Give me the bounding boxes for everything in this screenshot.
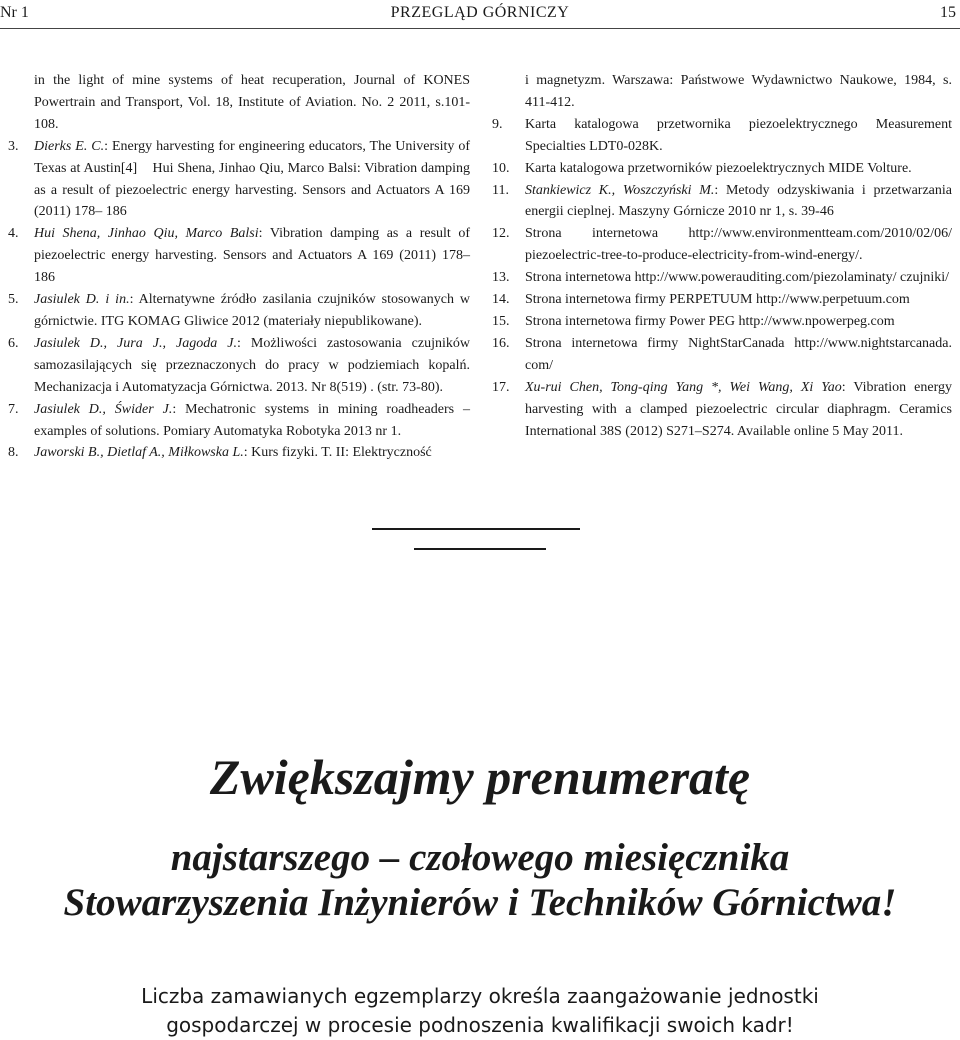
reference-text: : Możliwości zastosowania czujników samozasilających się przeznaczonych do pracy w podziemiach kopalń. Mechanizacja i Automatyzacja Górnictwa. 2013. Nr 8(519) . (str. 73-80). [34,335,470,395]
promo-note: Liczba zamawianych egzemplarzy określa zaangażowanie jednostki [141,984,819,1008]
reference-number: 8. [8,445,19,461]
reference-item [8,442,470,464]
reference-item [8,70,470,136]
reference-item [492,377,952,443]
promo-note: gospodarczej w procesie podnoszenia kwalifikacji swoich kadr! [166,1013,794,1037]
reference-item [492,158,952,180]
journal-title: PRZEGLĄD GÓRNICZY [390,4,570,21]
reference-authors: Xu-rui Chen, Tong-qing Yang *, Wei Wang, Xi Yao [525,379,842,395]
reference-text: : Vibration energy harvesting with a clamped piezoelectric circular diaphragm. Ceramics International 38S (2012) S271–S274. Available online 5 May 2011. [525,379,952,439]
reference-item [492,267,952,289]
reference-number: 7. [8,401,19,417]
reference-text: Strona internetowa http://www.powerauditing.com/piezolaminaty/ czujniki/ [525,270,950,286]
reference-text: : Vibration damping as a result of piezoelectric energy harvesting. Sensors and Actuators A 169 (2011) 178– 186 [34,226,470,286]
reference-number: 6. [8,335,19,351]
reference-number: 14. [492,292,510,308]
page-number: 15 [940,4,956,21]
reference-item [492,114,952,158]
reference-number: 9. [492,116,503,132]
references-right-column [492,70,952,442]
reference-text: : Metody odzyskiwania i przetwarzania energii cieplnej. Maszyny Górnicze 2010 nr 1, s. 39-46 [525,182,952,220]
reference-text: Strona internetowa firmy Power PEG http://www.npowerpeg.com [525,313,895,329]
reference-text: in the light of mine systems of heat recuperation, Journal of KONES Powertrain and Transport, Vol. 18, Institute of Aviation. No. 2 2011, s.101-108. [34,73,470,132]
reference-item [8,333,470,399]
reference-authors: Dierks E. C. [34,138,105,154]
reference-item [8,223,470,289]
reference-item [8,289,470,333]
reference-item [8,399,470,443]
reference-number: 5. [8,292,19,308]
reference-number: 11. [492,182,509,198]
reference-authors: Stankiewicz K., Woszczyński M. [525,182,715,198]
reference-text: Strona internetowa firmy PERPETUUM http://www.perpetuum.com [525,292,910,308]
reference-text: Karta katalogowa przetwornika piezoelektrycznego Measurement Specialties LDT0-028K. [525,116,952,154]
reference-text: Karta katalogowa przetworników piezoelektrycznych MIDE Volture. [525,160,912,176]
reference-item [492,180,952,224]
reference-item [492,223,952,267]
reference-item [492,333,952,377]
reference-number: 16. [492,335,510,351]
reference-authors: Hui Shena, Jinhao Qiu, Marco Balsi [34,226,259,242]
issue-number: Nr 1 [0,4,29,21]
reference-authors: Jasiulek D., Jura J., Jagoda J. [34,335,237,351]
reference-item [492,70,952,114]
reference-item [492,311,952,333]
reference-text: : Alternatywne źródło zasilania czujników stosowanych w górnictwie. ITG KOMAG Gliwice 2012 (materiały niepublikowane). [34,292,470,329]
promo-subheadline: najstarszego – czołowego miesięcznika [170,836,790,879]
reference-text: : Energy harvesting for engineering educators, The University of Texas at Austin[4] Hui Shena, Jinhao Qiu, Marco Balsi: Vibration damping as a result of piezoelectric energy harvesting. Sensors and Actuators A 169 (2011) 178– 186 [34,138,470,220]
reference-text: Strona internetowa http://www.environmentteam.com/2010/02/06/ piezoelectric-tree-to-produce-electricity-from-wind-energy/. [525,226,952,264]
decorative-divider [414,548,546,550]
reference-number: 3. [8,138,19,154]
reference-number: 17. [492,379,510,395]
reference-item [492,289,952,311]
promo-subheadline: Stowarzyszenia Inżynierów i Techników Górnictwa! [63,881,897,924]
reference-text: : Kurs fizyki. T. II: Elektryczność [243,445,432,461]
reference-number: 10. [492,160,510,176]
reference-number: 13. [492,270,510,286]
reference-authors: Jasiulek D. i in. [34,292,130,308]
reference-number: 15. [492,313,510,329]
reference-item [8,136,470,224]
reference-number: 4. [8,226,19,242]
reference-number: 12. [492,226,510,242]
reference-text: Strona internetowa firmy NightStarCanada http://www.nightstarcanada. com/ [525,335,952,373]
promo-headline: Zwiększajmy prenumeratę [209,749,751,805]
reference-authors: Jasiulek D., Świder J. [34,401,173,417]
reference-authors: Jaworski B., Dietlaf A., Miłkowska L. [34,445,244,461]
decorative-divider [372,528,580,530]
reference-text: : Mechatronic systems in mining roadheaders – examples of solutions. Pomiary Automatyka Robotyka 2013 nr 1. [34,401,470,439]
reference-text: i magnetyzm. Warszawa: Państwowe Wydawnictwo Naukowe, 1984, s. 411-412. [525,73,952,110]
page-header [0,0,960,29]
references-left-column [8,70,470,464]
